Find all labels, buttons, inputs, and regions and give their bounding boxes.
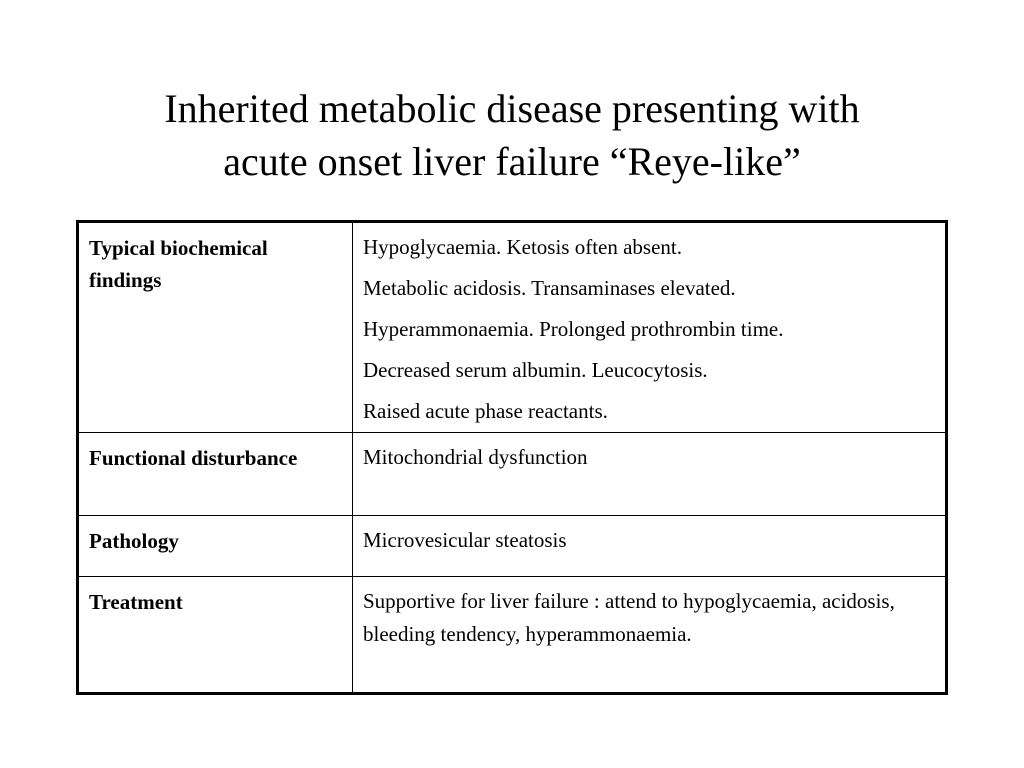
row-label-pathology: Pathology xyxy=(78,516,353,577)
finding-line: Metabolic acidosis. Transaminases elevated. xyxy=(363,276,736,300)
slide-title-line: acute onset liver failure “Reye-like” xyxy=(223,139,801,184)
slide-title xyxy=(60,82,964,188)
row-label-functional-disturbance: Functional disturbance xyxy=(78,433,353,516)
table-row xyxy=(78,433,947,516)
finding-line: Raised acute phase reactants. xyxy=(363,399,608,423)
row-value-treatment: Supportive for liver failure : attend to hypoglycaemia, acidosis, bleeding tendency, hyperammonaemia. xyxy=(353,577,947,694)
row-value-functional-disturbance: Mitochondrial dysfunction xyxy=(353,433,947,516)
disease-info-table xyxy=(76,220,948,695)
table-row xyxy=(78,516,947,577)
row-label-biochemical-findings: Typical biochemical findings xyxy=(78,222,353,433)
finding-line: Hyperammonaemia. Prolonged prothrombin time. xyxy=(363,317,784,341)
row-value-biochemical-findings xyxy=(353,222,947,433)
table-row xyxy=(78,222,947,433)
slide-title-line: Inherited metabolic disease presenting with xyxy=(164,86,860,131)
row-label-treatment: Treatment xyxy=(78,577,353,694)
finding-line: Decreased serum albumin. Leucocytosis. xyxy=(363,358,708,382)
table-row xyxy=(78,577,947,694)
row-value-pathology: Microvesicular steatosis xyxy=(353,516,947,577)
finding-line: Hypoglycaemia. Ketosis often absent. xyxy=(363,235,682,259)
